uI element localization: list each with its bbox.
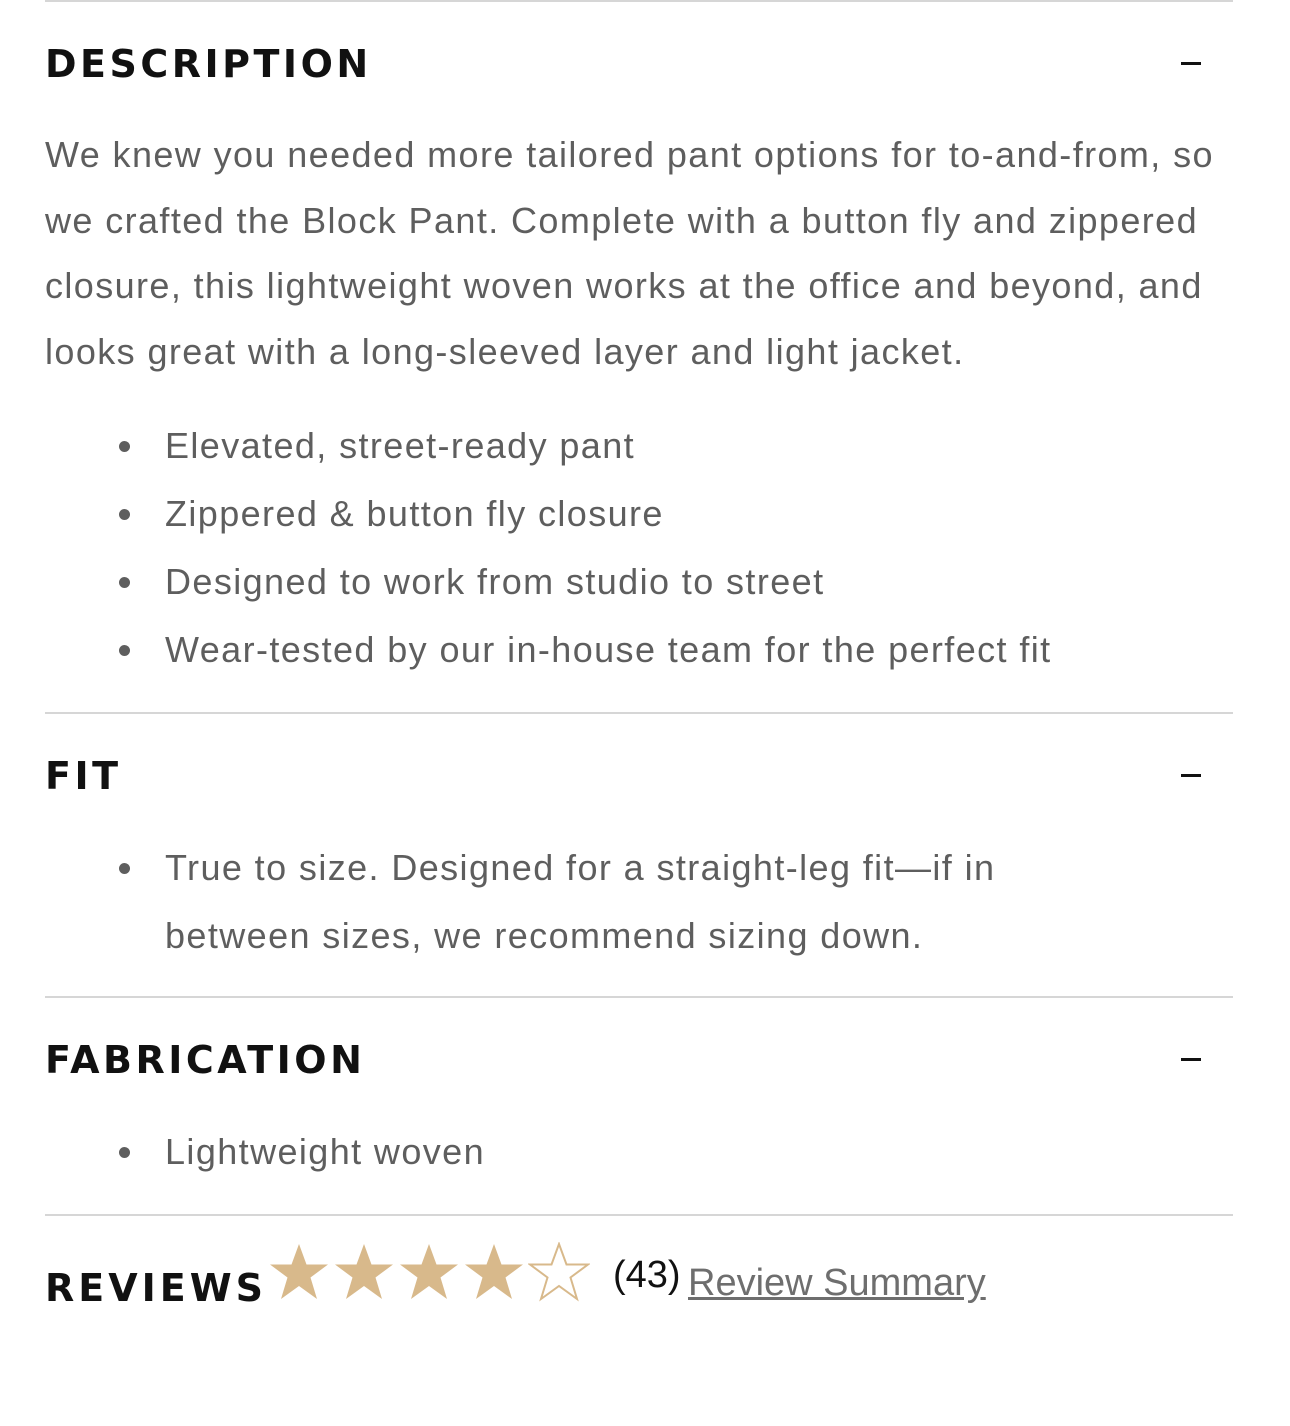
fabrication-bullet-list [45, 1118, 1233, 1186]
bullet-icon [119, 509, 130, 520]
list-item [45, 412, 1233, 480]
bullet-icon [119, 1147, 130, 1158]
fit-header[interactable] [45, 714, 1233, 834]
list-item [45, 834, 1233, 970]
review-summary-link[interactable]: Review Summary [688, 1262, 986, 1304]
list-item-text: Wear-tested by our in-house team for the perfect fit [165, 629, 1052, 670]
reviews-title: REVIEWS [45, 1266, 268, 1310]
bullet-icon [119, 577, 130, 588]
description-text: We knew you needed more tailored pant options for to-and-from, so we crafted the Block Pant. Complete with a button fly and zippered closure, this lightweight woven works at the office and beyond, and looks great with a long-sleeved layer and light jacket. [45, 134, 1214, 372]
description-title: DESCRIPTION [45, 42, 372, 86]
fit-title: FIT [45, 754, 122, 798]
fit-bullet-list [45, 834, 1233, 970]
list-item-text: Elevated, street-ready pant [165, 425, 636, 466]
fit-collapse-icon[interactable] [1181, 763, 1203, 787]
bullet-icon [119, 441, 130, 452]
star-filled-icon[interactable] [333, 1242, 395, 1302]
list-item-text: Zippered & button fly closure [165, 493, 664, 534]
star-rating[interactable] [268, 1242, 593, 1302]
list-item [45, 548, 1233, 616]
list-item-text: Designed to work from studio to street [165, 561, 825, 602]
fabrication-title: FABRICATION [45, 1038, 366, 1082]
list-item [45, 1118, 1233, 1186]
star-filled-icon[interactable] [463, 1242, 525, 1302]
reviews-header [45, 1216, 1233, 1352]
review-count: (43) [613, 1254, 681, 1296]
description-header[interactable] [45, 2, 1233, 122]
fabrication-header[interactable] [45, 998, 1233, 1118]
bullet-icon [119, 863, 130, 874]
product-details-accordion [45, 0, 1233, 1352]
bullet-icon [119, 645, 130, 656]
fabrication-collapse-icon[interactable] [1181, 1047, 1203, 1071]
list-item-text: True to size. Designed for a straight-leg fit—if in between sizes, we recommend sizing down. [165, 847, 996, 956]
list-item [45, 480, 1233, 548]
star-filled-icon[interactable] [398, 1242, 460, 1302]
list-item [45, 616, 1233, 684]
star-filled-icon[interactable] [268, 1242, 330, 1302]
description-collapse-icon[interactable] [1181, 51, 1203, 75]
list-item-text: Lightweight woven [165, 1131, 485, 1172]
star-empty-icon[interactable] [528, 1242, 590, 1302]
description-bullet-list [45, 412, 1233, 684]
